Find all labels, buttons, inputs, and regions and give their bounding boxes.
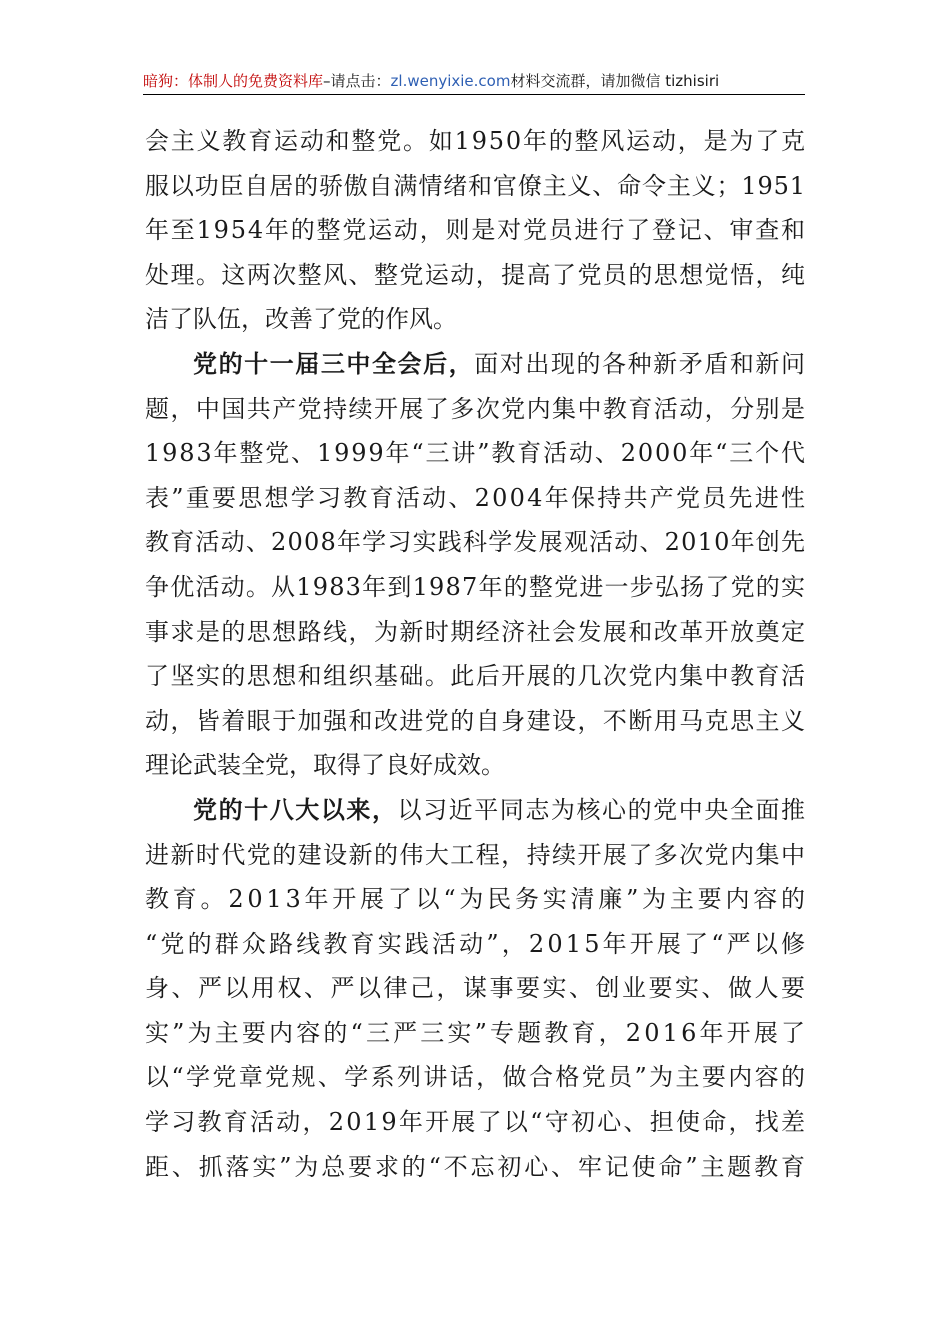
text-line (145, 1145, 808, 1190)
line-content (193, 342, 805, 387)
line-text: 年至1954年的整党运动，则是对党员进行了登记、审查和 (145, 216, 807, 245)
line-text: 表”重要思想学习教育活动、2004年保持共产党员先进性 (145, 483, 808, 512)
text-line (145, 966, 808, 1011)
text-line (145, 743, 805, 788)
line-text: 进新时代党的建设新的伟大工程，持续开展了多次党内集中 (145, 840, 807, 869)
line-text: 教育。2013年开展了以“为民务实清廉”为主要内容的 (145, 885, 809, 914)
line-text: 身、严以用权、严以律己，谋事要实、创业要实、做人要 (145, 974, 808, 1003)
line-text: 距、抓落实”为总要求的“不忘初心、牢记使命”主题教育 (145, 1152, 808, 1181)
line-text: “党的群众路线教育实践活动”，2015年开展了“严以修 (145, 929, 809, 958)
line-text: 了坚实的思想和组织基础。此后开展的几次党内集中教育活 (145, 662, 807, 691)
text-line (145, 253, 805, 298)
text-line (145, 877, 809, 922)
paragraph (145, 342, 808, 788)
paragraph-lead: 党的十一届三中全会后， (193, 348, 475, 378)
text-line (145, 565, 805, 610)
text-line (145, 342, 805, 387)
line-text: 争优活动。从1983年到1987年的整党进一步弘扬了党的实 (145, 572, 807, 601)
text-line (145, 654, 805, 699)
document-body (145, 119, 809, 1189)
line-text: 实”为主要内容的“三严三实”专题教育，2016年开展了 (145, 1018, 809, 1047)
header-brand: 暗狗：体制人的免费资料库 (143, 72, 324, 90)
header-contact: 材料交流群，请加微信 tizhisiri (510, 72, 720, 90)
text-line (145, 431, 805, 476)
text-line (145, 833, 805, 878)
text-line (145, 788, 805, 833)
text-line (145, 1100, 808, 1145)
text-line (145, 922, 809, 967)
text-line (145, 476, 808, 521)
paragraph-lead: 党的十八大以来， (193, 794, 398, 824)
line-text: 洁了队伍，改善了党的作风。 (145, 305, 457, 334)
paragraph (145, 119, 805, 342)
line-text: 理论武装全党，取得了良好成效。 (145, 751, 505, 780)
line-text: 以“学党章党规、学系列讲话，做合格党员”为主要内容的 (145, 1063, 808, 1092)
header-link[interactable]: zl.wenyixie.com (390, 72, 511, 90)
line-text: 教育活动、2008年学习实践科学发展观活动、2010年创先 (145, 528, 807, 557)
text-line (145, 699, 805, 744)
text-line (145, 610, 805, 655)
line-text: 服以功臣自居的骄傲自满情绪和官僚主义、命令主义；1951 (145, 171, 806, 200)
text-line (145, 520, 805, 565)
page-header (143, 68, 805, 95)
line-text: 题，中国共产党持续开展了多次党内集中教育活动，分别是 (145, 394, 807, 423)
line-text: 学习教育活动，2019年开展了以“守初心、担使命，找差 (145, 1108, 808, 1137)
line-text: 面对出现的各种新矛盾和新问 (474, 349, 807, 378)
line-text: 1983年整党、1999年“三讲”教育活动、2000年“三个代 (145, 439, 807, 468)
text-line (145, 208, 805, 253)
text-line (145, 164, 805, 209)
line-text: 动，皆着眼于加强和改进党的自身建设，不断用马克思主义 (145, 706, 807, 735)
text-line (145, 119, 805, 164)
line-text: 以习近平同志为核心的党中央全面推 (397, 795, 807, 824)
text-line (145, 297, 805, 342)
line-text: 处理。这两次整风、整党运动，提高了党员的思想觉悟，纯 (145, 260, 807, 289)
line-text: 事求是的思想路线，为新时期经济社会发展和改革开放奠定 (145, 617, 807, 646)
text-line (145, 1011, 809, 1056)
header-link-prefix: –请点击： (323, 72, 391, 90)
paragraph (145, 788, 809, 1189)
line-text: 会主义教育运动和整党。如1950年的整风运动，是为了克 (145, 127, 807, 155)
text-line (145, 1055, 808, 1100)
line-content (193, 788, 805, 833)
text-line (145, 387, 805, 432)
